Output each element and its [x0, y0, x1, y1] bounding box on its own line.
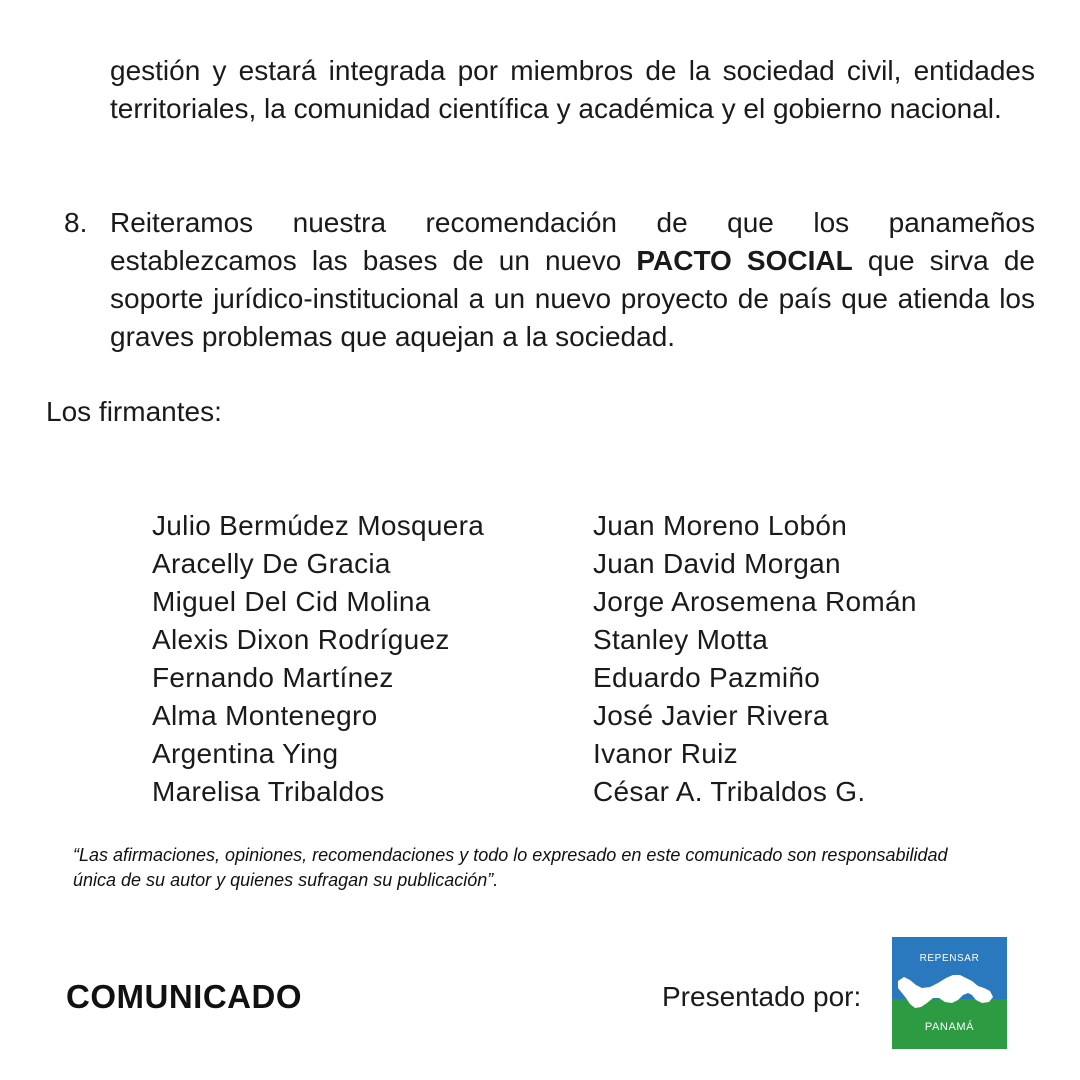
presented-by-label: Presentado por: — [662, 981, 862, 1012]
item8-text-end: que sirva de soporte jurídico-institucional a un nuevo proyecto de país que atienda los graves problemas que aquejan a la sociedad. — [110, 245, 1035, 352]
signers-left-column — [152, 507, 484, 811]
logo-text-panama: PANAMÁ — [924, 1021, 975, 1033]
logo-text-repensar: REPENSAR — [919, 953, 980, 964]
signer-name: Ivanor Ruiz — [593, 738, 738, 769]
signer-name: César A. Tribaldos G. — [593, 776, 866, 807]
signer-name: Alexis Dixon Rodríguez — [152, 624, 450, 655]
signer-name: Alma Montenegro — [152, 700, 378, 731]
comunicado-label: COMUNICADO — [66, 978, 302, 1015]
item8-text-start: Reiteramos nuestra recomendación de que los panameños establezcamos las bases de un nuevo — [110, 207, 1035, 276]
item-number: 8. — [64, 207, 88, 238]
recommendation-item-8 — [64, 204, 1035, 356]
signer-name: Julio Bermúdez Mosquera — [152, 510, 485, 541]
signer-name: Fernando Martínez — [152, 662, 394, 693]
signer-name: Juan Moreno Lobón — [593, 510, 848, 541]
signers-right-column — [593, 507, 917, 811]
signer-name: Jorge Arosemena Román — [593, 586, 917, 617]
signer-name: Aracelly De Gracia — [152, 548, 391, 579]
repensar-panama-logo — [892, 937, 1007, 1049]
signers-label: Los firmantes: — [46, 396, 222, 427]
signer-name: Eduardo Pazmiño — [593, 662, 821, 693]
disclaimer-note: “Las afirmaciones, opiniones, recomendaciones y todo lo expresado en este comunicado son responsabilidad única de su autor y quienes sufragan su publicación”. — [73, 845, 948, 890]
continued-paragraph: gestión y estará integrada por miembros de la sociedad civil, entidades territoriales, la comunidad científica y académica y el gobierno nacional. — [110, 55, 1035, 124]
signer-name: Argentina Ying — [152, 738, 339, 769]
signer-name: Stanley Motta — [593, 624, 769, 655]
pacto-social-emphasis: PACTO SOCIAL — [636, 245, 853, 276]
signer-name: José Javier Rivera — [593, 700, 829, 731]
signer-name: Miguel Del Cid Molina — [152, 586, 431, 617]
signer-name: Marelisa Tribaldos — [152, 776, 385, 807]
signer-name: Juan David Morgan — [593, 548, 841, 579]
